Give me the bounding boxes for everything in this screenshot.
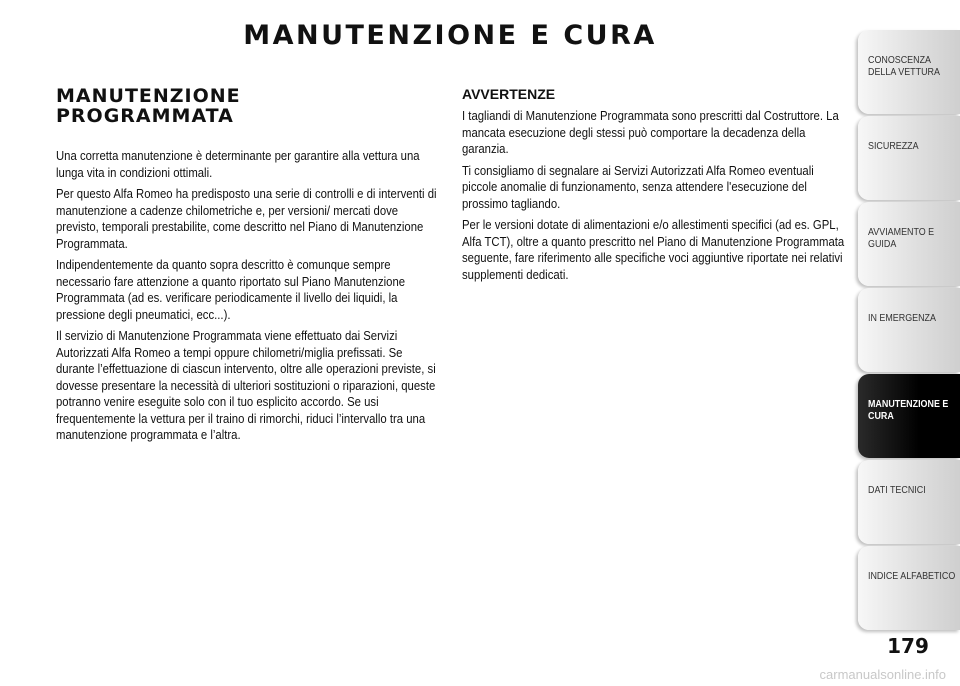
tab-label xyxy=(868,398,957,422)
section-title-line-2: PROGRAMMATA xyxy=(56,105,234,127)
tab-label-line-1: SICUREZZA xyxy=(868,140,919,152)
tab-indice-alfabetico[interactable] xyxy=(858,546,960,630)
right-paragraph-1: I tagliandi di Manutenzione Programmata sono prescritti dal Costruttore. La mancata esecuzione degli stessi può comportare la decadenza della garanzia. xyxy=(462,109,839,156)
tab-label-line-2: CURA xyxy=(868,410,894,422)
tab-label xyxy=(868,54,957,78)
right-column xyxy=(462,86,846,288)
tab-sicurezza[interactable] xyxy=(858,116,960,200)
tab-label-line-1: CONOSCENZA xyxy=(868,54,931,66)
tab-label xyxy=(868,570,957,582)
right-paragraph-2: Ti consigliamo di segnalare ai Servizi Autorizzati Alfa Romeo eventuali piccole anomalie di funzionamento, senza attendere l'esecuzione del prossimo tagliando. xyxy=(462,163,814,211)
tab-avviamento-e-guida[interactable] xyxy=(858,202,960,286)
tab-conoscenza-della-vettura[interactable] xyxy=(858,30,960,114)
watermark: carmanualsonline.info xyxy=(819,667,946,682)
tab-label-line-1: IN EMERGENZA xyxy=(868,312,936,324)
right-paragraph-3: Per le versioni dotate di alimentazioni e/o allestimenti specifici (ad es. GPL, Alfa TCT), oltre a quanto prescritto nel Piano di Manutenzione Programmata seguente, fare riferimento alle specifiche voci aggiuntive riportate nei relativi supplementi dedicati. xyxy=(462,218,845,282)
left-paragraph-3: Indipendentemente da quanto sopra descritto è comunque sempre necessario fare attenzione a quanto riportato sul Piano Manutenzione Programmata (ad es. verificare periodicamente il livello dei liquidi, la pressione degli pneumatici, ecc...). xyxy=(56,258,406,322)
left-paragraph-1: Una corretta manutenzione è determinante per garantire alla vettura una lunga vita in condizioni ottimali. xyxy=(56,149,420,180)
tab-label xyxy=(868,226,957,250)
left-paragraph-4: Il servizio di Manutenzione Programmata viene effettuato dai Servizi Autorizzati Alfa Romeo a tempi oppure chilometri/miglia prefissati. Se durante l’effettuazione di ciascun intervento, oltre alle operazioni previste, si dovesse presentare la necessità di ulteriori sostituzioni o riparazioni, queste potranno venire eseguite solo con il tuo esplicito accordo. Se usi frequentemente la vettura per il traino di rimorchi, riduci l’intervallo tra una manutenzione programmata e l’altra. xyxy=(56,329,436,442)
tab-manutenzione-e-cura[interactable] xyxy=(858,374,960,458)
tab-label-line-1: DATI TECNICI xyxy=(868,484,926,496)
tab-label xyxy=(868,140,957,152)
tab-label xyxy=(868,312,957,324)
tab-label-line-1: INDICE ALFABETICO xyxy=(868,570,956,582)
tab-label xyxy=(868,484,957,496)
left-paragraph-2: Per questo Alfa Romeo ha predisposto una serie di controlli e di interventi di manutenzione a cadenze chilometriche e, per versioni/ mercati dove previsto, temporali prestabilite, come descritto nel Piano di Manutenzione Programmata. xyxy=(56,187,437,251)
tab-label-line-1: MANUTENZIONE E xyxy=(868,398,949,410)
tab-in-emergenza[interactable] xyxy=(858,288,960,372)
tab-label-line-2: DELLA VETTURA xyxy=(868,66,940,78)
tab-label-line-2: GUIDA xyxy=(868,238,897,250)
tab-dati-tecnici[interactable] xyxy=(858,460,960,544)
section-title xyxy=(56,86,440,126)
page-title: MANUTENZIONE E CURA xyxy=(243,20,657,51)
tab-label-line-1: AVVIAMENTO E xyxy=(868,226,935,238)
page-number: 179 xyxy=(887,634,929,658)
section-title-line-1: MANUTENZIONE xyxy=(56,85,241,107)
left-column xyxy=(56,86,440,449)
warning-title: AVVERTENZE xyxy=(462,86,556,102)
